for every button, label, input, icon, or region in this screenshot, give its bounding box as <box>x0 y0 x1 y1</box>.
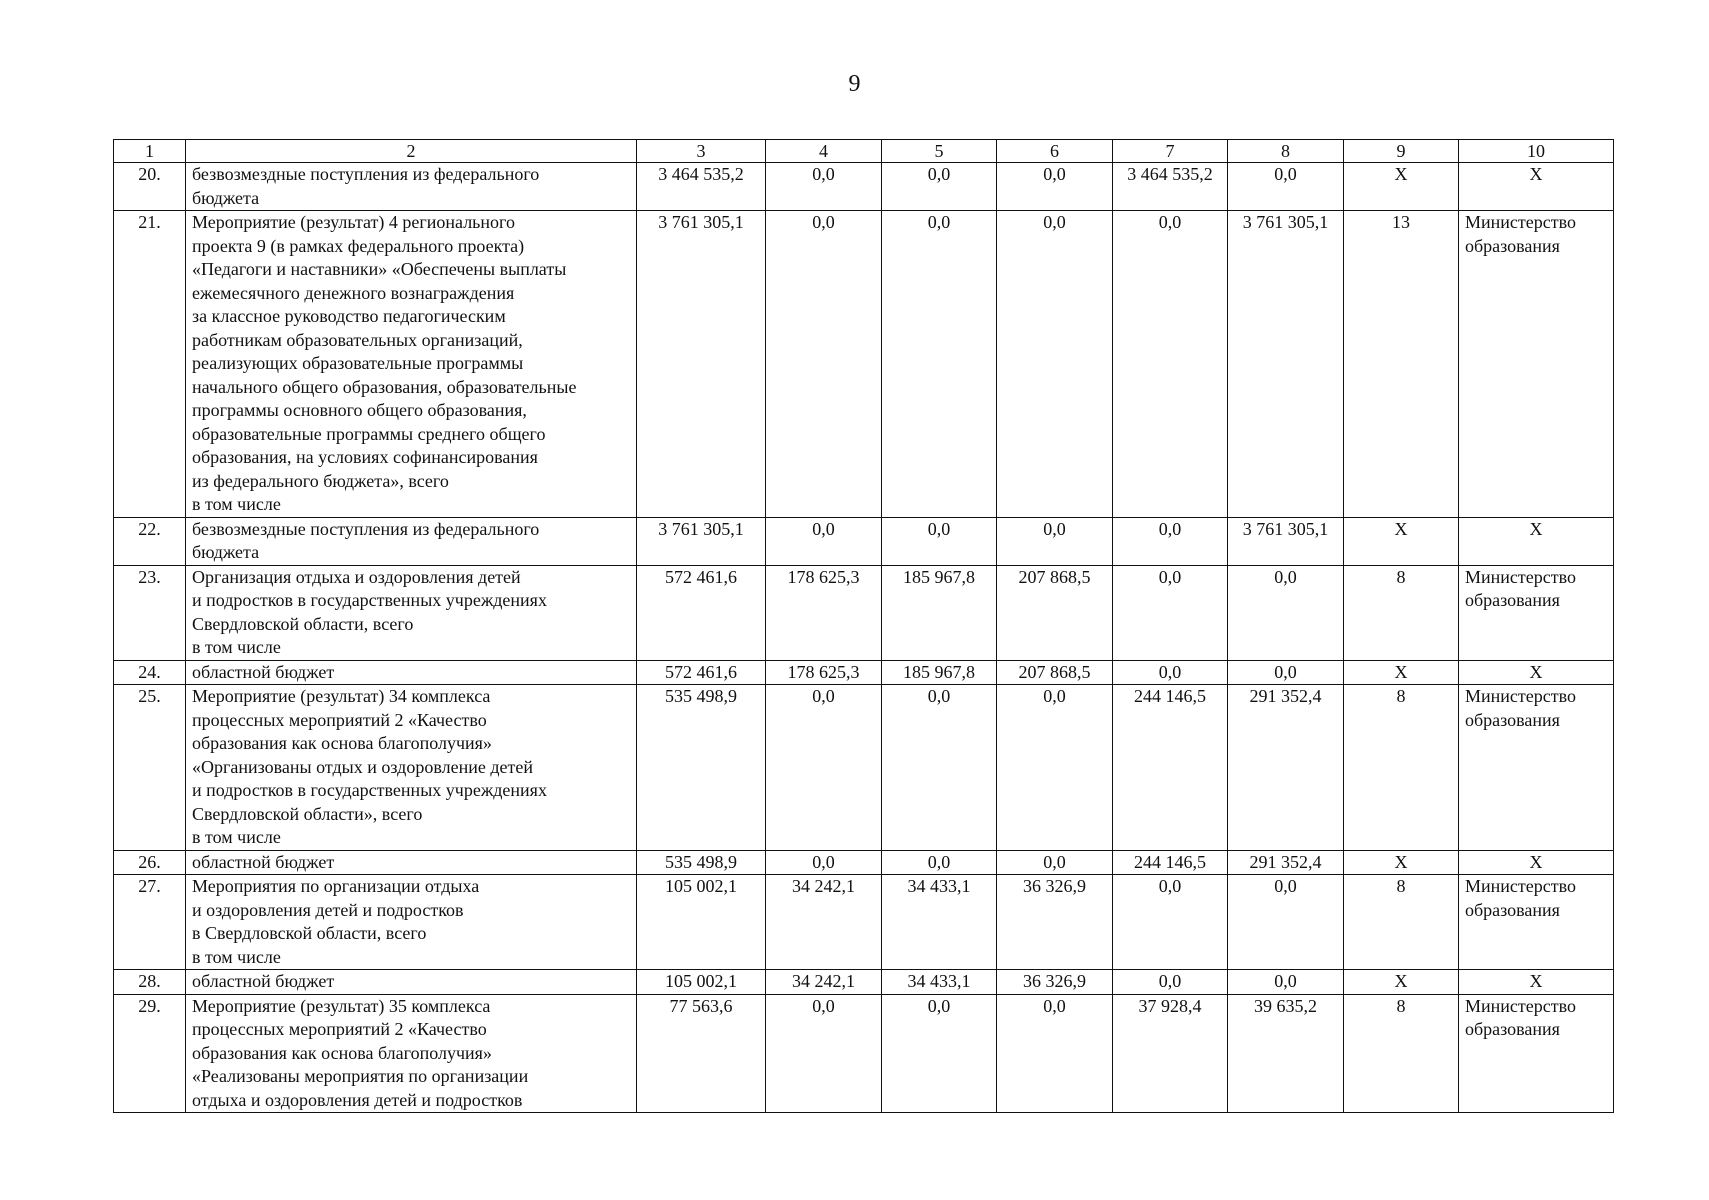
amount-col-3: 3 761 305,1 <box>637 211 766 518</box>
table-row <box>114 875 1614 970</box>
description-line: образовательные программы среднего общего <box>192 423 546 444</box>
description-line: Мероприятия по организации отдыха <box>192 876 480 896</box>
indicator-number: X <box>1344 970 1459 995</box>
row-description <box>186 163 637 211</box>
row-number: 24. <box>114 660 186 685</box>
page-number: 9 <box>848 71 861 97</box>
description-line: бюджета <box>192 187 260 208</box>
amount-col-3: 535 498,9 <box>637 685 766 851</box>
table-row <box>114 994 1614 1113</box>
description-line: в том числе <box>192 494 281 514</box>
table-row <box>114 517 1614 565</box>
description-line: в том числе <box>192 946 281 967</box>
row-description <box>186 211 637 518</box>
table-row <box>114 850 1614 875</box>
amount-col-8: 291 352,4 <box>1228 850 1344 875</box>
table-row <box>114 970 1614 995</box>
table-row <box>114 211 1614 518</box>
table-body <box>114 140 1614 1113</box>
responsible-executor <box>1459 211 1614 518</box>
executor-line: Министерство <box>1465 212 1576 232</box>
row-number: 26. <box>114 850 186 875</box>
amount-col-8: 0,0 <box>1228 565 1344 660</box>
amount-col-6: 36 326,9 <box>997 875 1113 970</box>
responsible-executor <box>1459 685 1614 851</box>
description-line: процессных мероприятий 2 «Качество <box>192 709 487 730</box>
row-number: 20. <box>114 163 186 211</box>
indicator-number: X <box>1344 163 1459 211</box>
amount-col-5: 0,0 <box>882 994 997 1113</box>
amount-col-6: 0,0 <box>997 163 1113 211</box>
description-line: отдыха и оздоровления детей и подростков <box>192 1089 523 1110</box>
executor-line: образования <box>1465 709 1560 730</box>
amount-col-6: 0,0 <box>997 211 1113 518</box>
amount-col-4: 34 242,1 <box>766 875 882 970</box>
column-header-2: 2 <box>186 140 637 163</box>
amount-col-5: 0,0 <box>882 850 997 875</box>
description-line: начального общего образования, образовательные <box>192 376 577 397</box>
amount-col-8: 0,0 <box>1228 970 1344 995</box>
amount-col-8: 39 635,2 <box>1228 994 1344 1113</box>
amount-col-4: 0,0 <box>766 211 882 518</box>
column-header-4: 4 <box>766 140 882 163</box>
amount-col-5: 185 967,8 <box>882 565 997 660</box>
description-line: реализующих образовательные программы <box>192 353 524 373</box>
description-line: областной бюджет <box>192 661 335 682</box>
column-header-6: 6 <box>997 140 1113 163</box>
indicator-number: 13 <box>1344 211 1459 518</box>
column-header-5: 5 <box>882 140 997 163</box>
amount-col-8: 0,0 <box>1228 163 1344 211</box>
description-line: областной бюджет <box>192 971 335 991</box>
responsible-executor <box>1459 163 1614 211</box>
description-line: и оздоровления детей и подростков <box>192 899 464 920</box>
description-line: «Педагоги и наставники» «Обеспечены выплаты <box>192 259 567 279</box>
amount-col-7: 244 146,5 <box>1113 685 1228 851</box>
description-line: за классное руководство педагогическим <box>192 306 506 326</box>
row-number: 27. <box>114 875 186 970</box>
budget-table <box>113 139 1614 1113</box>
executor-line: образования <box>1465 590 1560 610</box>
amount-col-6: 0,0 <box>997 685 1113 851</box>
amount-col-4: 178 625,3 <box>766 660 882 685</box>
row-number: 25. <box>114 685 186 851</box>
amount-col-4: 0,0 <box>766 163 882 211</box>
amount-col-7: 0,0 <box>1113 875 1228 970</box>
amount-col-3: 3 464 535,2 <box>637 163 766 211</box>
amount-col-8: 291 352,4 <box>1228 685 1344 851</box>
amount-col-4: 178 625,3 <box>766 565 882 660</box>
amount-col-3: 572 461,6 <box>637 565 766 660</box>
responsible-executor <box>1459 994 1614 1113</box>
indicator-number: X <box>1344 850 1459 875</box>
description-line: «Реализованы мероприятия по организации <box>192 1066 529 1086</box>
description-line: областной бюджет <box>192 851 335 872</box>
amount-col-7: 0,0 <box>1113 211 1228 518</box>
description-line: Мероприятие (результат) 4 регионального <box>192 212 515 232</box>
indicator-number: 8 <box>1344 994 1459 1113</box>
amount-col-7: 244 146,5 <box>1113 850 1228 875</box>
amount-col-7: 0,0 <box>1113 660 1228 685</box>
description-line: процессных мероприятий 2 «Качество <box>192 1019 487 1039</box>
description-line: безвозмездные поступления из федерального <box>192 164 540 184</box>
description-line: из федерального бюджета», всего <box>192 470 449 491</box>
indicator-number: X <box>1344 517 1459 565</box>
row-number: 28. <box>114 970 186 995</box>
description-line: Свердловской области, всего <box>192 613 414 634</box>
description-line: образования как основа благополучия» <box>192 1042 492 1063</box>
responsible-executor <box>1459 875 1614 970</box>
description-line: Мероприятие (результат) 35 комплекса <box>192 995 491 1016</box>
row-number: 29. <box>114 994 186 1113</box>
amount-col-3: 77 563,6 <box>637 994 766 1113</box>
amount-col-4: 0,0 <box>766 685 882 851</box>
amount-col-3: 572 461,6 <box>637 660 766 685</box>
column-header-10: 10 <box>1459 140 1614 163</box>
amount-col-5: 0,0 <box>882 163 997 211</box>
amount-col-7: 3 464 535,2 <box>1113 163 1228 211</box>
description-line: в том числе <box>192 827 281 847</box>
row-description <box>186 850 637 875</box>
executor-line: X <box>1529 971 1543 991</box>
description-line: Свердловской области», всего <box>192 803 423 824</box>
row-description <box>186 970 637 995</box>
amount-col-4: 0,0 <box>766 994 882 1113</box>
row-description <box>186 685 637 851</box>
table-row <box>114 163 1614 211</box>
description-line: в Свердловской области, всего <box>192 923 427 943</box>
description-line: и подростков в государственных учреждениях <box>192 780 547 800</box>
column-header-8: 8 <box>1228 140 1344 163</box>
amount-col-6: 0,0 <box>997 517 1113 565</box>
amount-col-5: 185 967,8 <box>882 660 997 685</box>
row-number: 23. <box>114 565 186 660</box>
amount-col-7: 0,0 <box>1113 565 1228 660</box>
column-header-1: 1 <box>114 140 186 163</box>
description-line: в том числе <box>192 637 281 657</box>
amount-col-3: 535 498,9 <box>637 850 766 875</box>
column-header-3: 3 <box>637 140 766 163</box>
indicator-number: X <box>1344 660 1459 685</box>
amount-col-3: 105 002,1 <box>637 970 766 995</box>
indicator-number: 8 <box>1344 685 1459 851</box>
executor-line: образования <box>1465 1019 1560 1039</box>
table-row <box>114 565 1614 660</box>
description-line: и подростков в государственных учреждениях <box>192 590 547 610</box>
executor-line: Министерство <box>1465 686 1576 706</box>
amount-col-5: 0,0 <box>882 211 997 518</box>
row-description <box>186 660 637 685</box>
description-line: Мероприятие (результат) 34 комплекса <box>192 686 491 706</box>
indicator-number: 8 <box>1344 565 1459 660</box>
amount-col-5: 0,0 <box>882 685 997 851</box>
description-line: «Организованы отдых и оздоровление детей <box>192 756 533 777</box>
row-description <box>186 994 637 1113</box>
amount-col-6: 207 868,5 <box>997 660 1113 685</box>
table-row <box>114 685 1614 851</box>
column-header-7: 7 <box>1113 140 1228 163</box>
amount-col-8: 0,0 <box>1228 660 1344 685</box>
amount-col-7: 0,0 <box>1113 970 1228 995</box>
amount-col-6: 36 326,9 <box>997 970 1113 995</box>
description-line: проекта 9 (в рамках федерального проекта) <box>192 235 525 256</box>
amount-col-6: 0,0 <box>997 850 1113 875</box>
amount-col-4: 34 242,1 <box>766 970 882 995</box>
amount-col-8: 0,0 <box>1228 875 1344 970</box>
executor-line: образования <box>1465 899 1560 920</box>
row-description <box>186 565 637 660</box>
responsible-executor <box>1459 660 1614 685</box>
responsible-executor <box>1459 565 1614 660</box>
responsible-executor <box>1459 517 1614 565</box>
description-line: образования, на условиях софинансирования <box>192 447 538 467</box>
executor-line: Министерство <box>1465 566 1576 587</box>
responsible-executor <box>1459 970 1614 995</box>
amount-col-7: 37 928,4 <box>1113 994 1228 1113</box>
header-row <box>114 140 1614 163</box>
amount-col-3: 3 761 305,1 <box>637 517 766 565</box>
amount-col-6: 0,0 <box>997 994 1113 1113</box>
amount-col-4: 0,0 <box>766 850 882 875</box>
executor-line: X <box>1529 164 1543 184</box>
amount-col-5: 34 433,1 <box>882 875 997 970</box>
amount-col-6: 207 868,5 <box>997 565 1113 660</box>
description-line: ежемесячного денежного вознаграждения <box>192 282 515 303</box>
executor-line: Министерство <box>1465 876 1576 896</box>
description-line: образования как основа благополучия» <box>192 733 492 753</box>
amount-col-7: 0,0 <box>1113 517 1228 565</box>
description-line: Организация отдыха и оздоровления детей <box>192 566 521 587</box>
column-header-9: 9 <box>1344 140 1459 163</box>
executor-line: X <box>1529 851 1543 872</box>
row-number: 22. <box>114 517 186 565</box>
amount-col-5: 0,0 <box>882 517 997 565</box>
row-number: 21. <box>114 211 186 518</box>
description-line: бюджета <box>192 542 260 562</box>
executor-line: X <box>1529 518 1543 539</box>
amount-col-3: 105 002,1 <box>637 875 766 970</box>
row-description <box>186 875 637 970</box>
description-line: работникам образовательных организаций, <box>192 329 523 350</box>
description-line: безвозмездные поступления из федерального <box>192 518 540 539</box>
executor-line: образования <box>1465 235 1560 256</box>
responsible-executor <box>1459 850 1614 875</box>
executor-line: X <box>1529 661 1543 682</box>
indicator-number: 8 <box>1344 875 1459 970</box>
amount-col-8: 3 761 305,1 <box>1228 517 1344 565</box>
amount-col-4: 0,0 <box>766 517 882 565</box>
table-row <box>114 660 1614 685</box>
amount-col-5: 34 433,1 <box>882 970 997 995</box>
description-line: программы основного общего образования, <box>192 400 527 420</box>
amount-col-8: 3 761 305,1 <box>1228 211 1344 518</box>
row-description <box>186 517 637 565</box>
executor-line: Министерство <box>1465 995 1576 1016</box>
